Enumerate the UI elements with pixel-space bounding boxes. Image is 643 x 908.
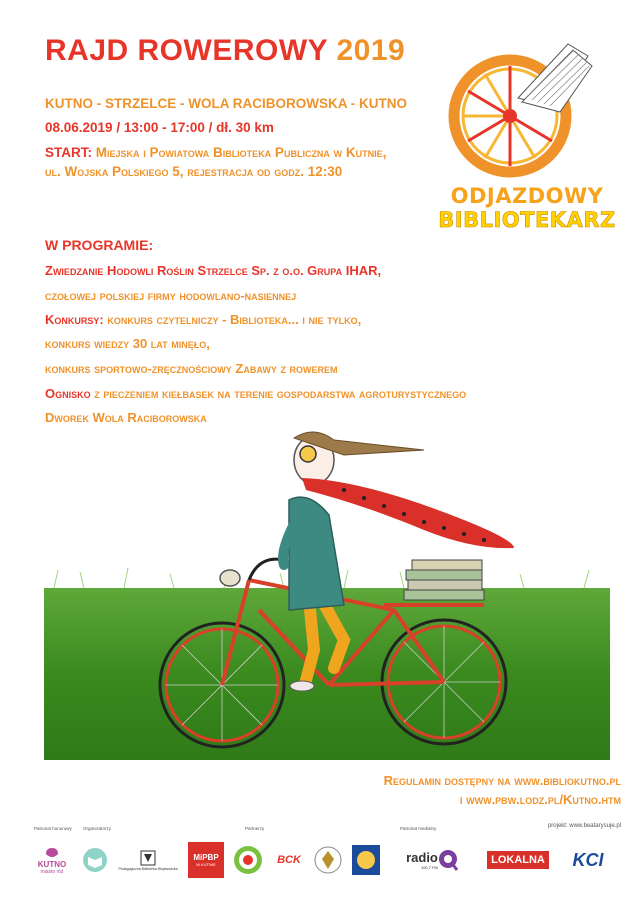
lokalna-logo: [486, 842, 550, 878]
pbw-emblem-icon: [139, 849, 157, 867]
kci-logo: [560, 842, 616, 878]
kutno-logo-text: KUTNO: [37, 859, 67, 869]
title-main: RAJD ROWEROWY: [45, 34, 328, 67]
mipbp-logo: [188, 842, 224, 878]
green-badge-icon: [233, 845, 263, 875]
program-item-rest: konkurs czytelniczy - Biblioteka... i nie tylko,: [103, 312, 362, 327]
label-partnerzy: Partnerzy: [245, 826, 265, 831]
bck-logo-text: BCK: [277, 854, 301, 866]
kci-logo-text: KCI: [572, 849, 604, 870]
program-item-rest: z pieczeniem kiełbasek na terenie gospodarstwa agroturystycznego: [90, 386, 467, 401]
radio-logo-text: radio: [406, 850, 438, 865]
radio-freq-text: 100,7 FM: [420, 865, 438, 870]
program-item-lead: Zwiedzanie Hodowli Roślin Strzelce Sp. z o.o. Grupa IHAR,: [45, 263, 382, 278]
book-circle-icon: [82, 847, 108, 873]
odjazdowy-logo-wheel: [448, 36, 598, 186]
cyclist-illustration: [44, 420, 610, 760]
rose-icon: [42, 846, 62, 860]
program-item-4: [45, 336, 210, 351]
regulamin-line-1: Regulamin dostępny na www.bibliokutno.pl: [383, 773, 621, 788]
cyclist-illustration-svg: [44, 420, 610, 760]
start-line-1: [45, 145, 386, 160]
kutno-logo: [30, 842, 74, 878]
program-heading: W PROGRAMIE:: [45, 237, 154, 253]
kutno-logo-sub: miasto róż: [40, 868, 64, 875]
label-patronat-honorowy: Patronat honorowy: [34, 826, 72, 831]
route-line: KUTNO - STRZELCE - WOLA RACIBOROWSKA - KUTNO: [45, 96, 407, 111]
organizer-logo-book: [80, 842, 110, 878]
program-item-5: [45, 361, 338, 376]
wheel-book-icon: [448, 36, 598, 186]
start-line-2: ul. Wojska Polskiego 5, rejestracja od godz. 12:30: [45, 164, 343, 179]
green-circle-logo: [232, 842, 264, 878]
q-icon: [438, 849, 458, 871]
program-item-6: [45, 386, 466, 401]
label-patronat-medialny: Patronat medialny: [400, 826, 437, 831]
projekt-credit: projekt: www.beatarysuje.pl: [547, 823, 621, 829]
program-item-lead: Ognisko: [45, 386, 91, 401]
program-item-rest: czołowej polskiej firmy hodowlano-nasiennej: [45, 288, 297, 303]
pbw-logo: [118, 842, 178, 878]
regulamin-line-2: i www.pbw.lodz.pl/Kutno.htm: [459, 792, 621, 807]
program-item-rest: Dworek Wola Raciborowska: [45, 410, 207, 425]
radio-q-logo: [402, 842, 462, 878]
program-item-rest: konkurs wiedzy 30 lat minęło,: [45, 336, 210, 351]
poster-title: [45, 34, 405, 68]
label-organizatorzy: Organizatorzy: [83, 826, 112, 831]
program-item-3: [45, 312, 361, 327]
mipbp-logo-sub: W KUTNIE: [196, 862, 216, 867]
start-location: Miejska i Powiatowa Biblioteka Publiczna w Kutnie,: [95, 145, 387, 160]
odjazdowy-logo-text: [437, 184, 617, 232]
program-item-2: [45, 288, 296, 303]
program-item-rest: konkurs sportowo-zręcznościowy Zabawy z rowerem: [45, 361, 338, 376]
eagle-icon: [314, 845, 342, 875]
library-badge-icon: [351, 844, 381, 876]
start-label: START:: [45, 145, 92, 160]
bck-logo: [272, 842, 306, 878]
eagle-emblem-logo: [312, 842, 344, 878]
title-year: 2019: [336, 34, 406, 67]
logo-line-1: ODJAZDOWY: [450, 184, 604, 208]
library-badge-logo: [350, 842, 382, 878]
logo-line-2: BIBLIOTEKARZ: [438, 208, 616, 232]
radio-q-text: [406, 850, 438, 870]
lokalna-logo-text: LOKALNA: [487, 851, 549, 869]
datetime-line: 08.06.2019 / 13:00 - 17:00 / dł. 30 km: [45, 120, 274, 135]
program-item-lead: Konkursy:: [45, 312, 104, 327]
program-item-1: [45, 263, 381, 278]
mipbp-logo-text: MiPBP: [193, 853, 219, 862]
pbw-logo-text: Pedagogiczna Biblioteka Wojewódzka: [118, 867, 178, 871]
